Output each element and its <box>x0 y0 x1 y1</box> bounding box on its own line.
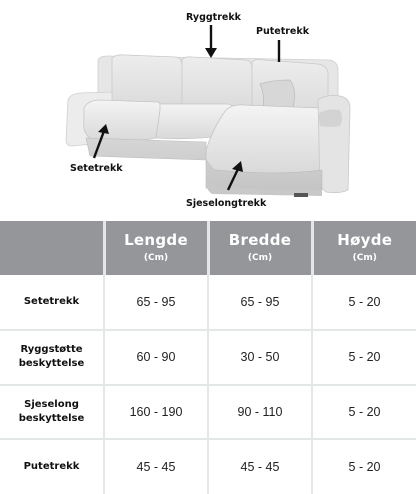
cell-bredde: 90 - 110 <box>208 385 312 440</box>
header-bredde <box>208 221 312 275</box>
header-lengde <box>104 221 208 275</box>
header-label: Bredde <box>228 231 292 249</box>
label-sjeselongtrekk: Sjeselongtrekk <box>186 198 267 209</box>
cell-lengde: 45 - 45 <box>104 439 208 494</box>
header-empty <box>0 221 104 275</box>
seat-cushion-left <box>84 100 161 141</box>
cell-bredde: 45 - 45 <box>208 439 312 494</box>
row-label: Setetrekk <box>0 275 104 330</box>
cell-lengde: 60 - 90 <box>104 330 208 385</box>
header-hoyde <box>312 221 416 275</box>
table-row <box>0 385 416 440</box>
table-row <box>0 275 416 330</box>
table-row <box>0 439 416 494</box>
label-ryggtrekk: Ryggtrekk <box>186 12 241 23</box>
cell-hoyde: 5 - 20 <box>312 275 416 330</box>
header-unit: (Cm) <box>143 253 169 263</box>
table-header-row <box>0 221 416 275</box>
row-label: Ryggstøtte beskyttelse <box>0 330 104 385</box>
row-label: Putetrekk <box>0 439 104 494</box>
label-putetrekk: Putetrekk <box>256 26 310 37</box>
sofa-figure <box>0 0 416 218</box>
sofa-illustration <box>0 0 416 218</box>
cell-hoyde: 5 - 20 <box>312 330 416 385</box>
back-cushion-middle <box>182 57 252 106</box>
cell-lengde: 65 - 95 <box>104 275 208 330</box>
cell-hoyde: 5 - 20 <box>312 439 416 494</box>
header-label: Høyde <box>337 231 393 249</box>
header-unit: (Cm) <box>247 253 273 263</box>
header-label: Lengde <box>124 231 188 249</box>
table-row <box>0 330 416 385</box>
cell-bredde: 30 - 50 <box>208 330 312 385</box>
cell-bredde: 65 - 95 <box>208 275 312 330</box>
row-label: Sjeselong beskyttelse <box>0 385 104 440</box>
cell-hoyde: 5 - 20 <box>312 385 416 440</box>
cell-lengde: 160 - 190 <box>104 385 208 440</box>
chaise-cushion <box>206 105 327 173</box>
back-cushion-left <box>112 55 182 104</box>
header-unit: (Cm) <box>352 253 377 263</box>
size-table <box>0 221 416 494</box>
label-setetrekk: Setetrekk <box>70 163 123 174</box>
arrow-ryggtrekk <box>205 25 217 58</box>
